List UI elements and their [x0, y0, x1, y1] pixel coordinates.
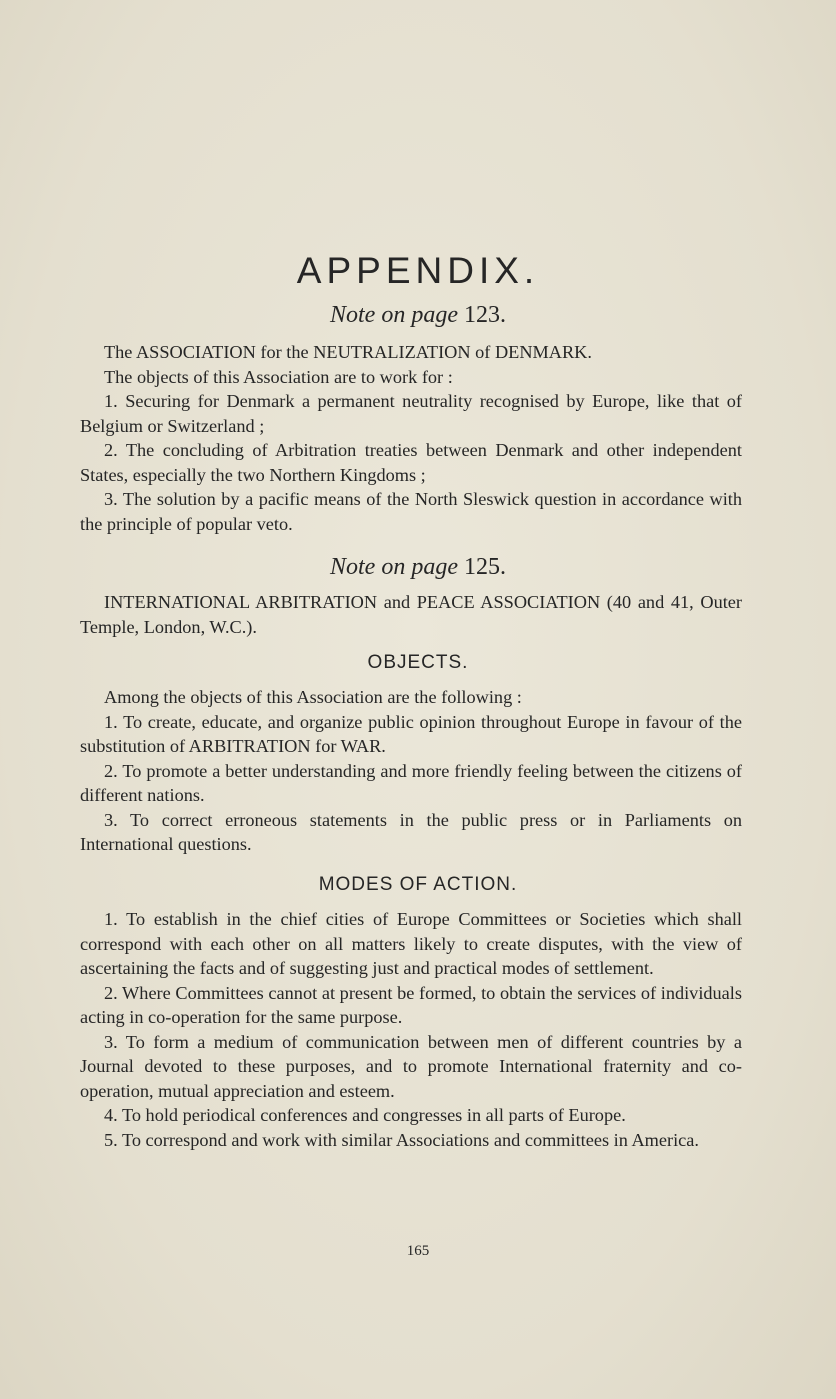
list-item: 3. To correct erroneous statements in the public press or in Parliaments on International questions.	[80, 809, 742, 854]
list-item: 2. The concluding of Arbitration treaties between Denmark and other independent States, especially the two Northern Kingdoms ;	[80, 440, 742, 485]
list-item: 2. To promote a better understanding and more friendly feeling between the citizens of different nations.	[80, 760, 742, 805]
association-heading: INTERNATIONAL ARBITRATION and PEACE ASSOCIATION (40 and 41, Outer Temple, London, W.C.).	[80, 592, 742, 637]
association-heading: The ASSOCIATION for the NEUTRALIZATION of DENMARK.	[104, 342, 592, 362]
note-page-number: 123.	[463, 302, 506, 328]
appendix-title: APPENDIX.	[296, 250, 540, 291]
objects-list	[80, 685, 742, 857]
section-peace-association	[80, 590, 742, 639]
note-page-number: 125.	[463, 554, 506, 580]
note-heading-2	[0, 554, 836, 581]
list-item: 2. Where Committees cannot at present be formed, to obtain the services of individuals acting in co-operation for the same purpose.	[80, 982, 742, 1027]
modes-title: MODES OF ACTION.	[318, 874, 518, 895]
list-item: 3. To form a medium of communication between men of different countries by a Journal devoted to these purposes, and to promote International fraternity and co-operation, mutual appreciation and esteem.	[80, 1031, 742, 1101]
list-item: 1. Securing for Denmark a permanent neutrality recognised by Europe, like that of Belgium or Switzerland ;	[80, 391, 742, 436]
list-item: 3. The solution by a pacific means of the North Sleswick question in accordance with the principle of popular veto.	[80, 489, 742, 534]
list-item: 4. To hold periodical conferences and congresses in all parts of Europe.	[104, 1105, 626, 1125]
list-item: 5. To correspond and work with similar Associations and committees in America.	[104, 1129, 699, 1150]
note-label: Note on page	[330, 554, 458, 580]
page-number: 165	[406, 1243, 430, 1259]
list-item: 1. To create, educate, and organize public opinion throughout Europe in favour of the substitution of ARBITRATION for WAR.	[80, 711, 742, 756]
note-heading-1	[0, 302, 836, 329]
modes-list	[80, 907, 742, 1152]
objects-intro: Among the objects of this Association are the following :	[104, 687, 522, 707]
section-denmark	[80, 340, 742, 536]
note-label: Note on page	[330, 302, 458, 328]
list-item: 1. To establish in the chief cities of Europe Committees or Societies which shall correspond with each other on all matters likely to create disputes, with the view of ascertaining the facts and of suggesting just and practical modes of settlement.	[80, 909, 742, 978]
objects-title: OBJECTS.	[367, 652, 469, 673]
objects-intro: The objects of this Association are to work for :	[104, 366, 453, 387]
